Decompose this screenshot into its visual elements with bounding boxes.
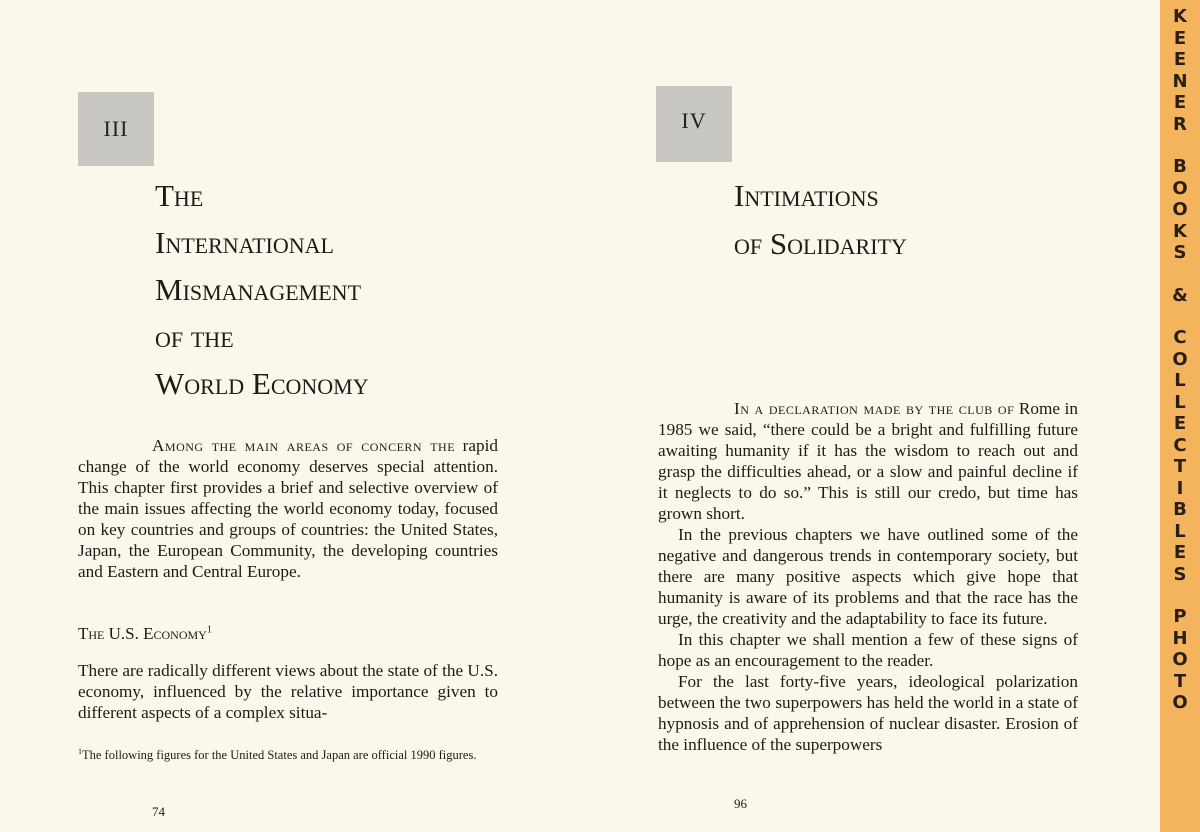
chapter-title-line: World Economy: [155, 366, 369, 401]
footnote-reference: 1: [206, 624, 212, 636]
section-heading-text: The U.S. Economy: [78, 624, 207, 643]
watermark-letter: I: [1176, 477, 1184, 499]
watermark-letter: E: [1173, 413, 1187, 434]
intro-text: Rome in 1985 we said, “there could be a bright and fulfilling future awaiting humanity if it has the wisdom to reach out and grasp the difficulties ahead, or a slow and painful decline if it neglects to do so.” This is still our credo, but time has grown short.: [658, 399, 1078, 523]
watermark-letter: L: [1174, 391, 1186, 413]
watermark-letter: B: [1173, 499, 1187, 520]
chapter-title-line: International: [155, 225, 334, 260]
watermark-word: [1172, 285, 1188, 307]
watermark-letter: L: [1174, 370, 1186, 391]
chapter-number-box: [656, 86, 732, 162]
watermark-letter: L: [1174, 520, 1186, 542]
footnote-mark: 1: [78, 747, 82, 756]
watermark-letter: O: [1172, 692, 1188, 713]
watermark-letter: E: [1173, 49, 1187, 70]
watermark-letter: E: [1173, 27, 1187, 49]
watermark-letter: T: [1173, 456, 1187, 477]
body-text: [658, 398, 1078, 755]
chapter-title-line: of Solidarity: [734, 226, 907, 261]
body-paragraph: In this chapter we shall mention a few of these signs of hope as an encouragement to the reader.: [658, 630, 1078, 670]
watermark-word: [1172, 327, 1187, 585]
watermark-letter: E: [1173, 542, 1187, 563]
chapter-title: [155, 172, 369, 407]
watermark-letter: &: [1172, 284, 1188, 306]
footnote: [78, 744, 498, 763]
watermark-letter: K: [1173, 220, 1187, 242]
section-text: There are radically different views about the state of the U.S. economy, influenced by the relative importance given to different aspects of a complex situa-: [78, 661, 498, 722]
intro-lead-caps: Among the main areas of concern the: [152, 436, 456, 455]
watermark-word: [1172, 156, 1187, 264]
watermark-letter: O: [1172, 649, 1188, 670]
chapter-title-line: Intimations: [734, 178, 879, 213]
watermark-letter: E: [1173, 92, 1187, 113]
intro-paragraph: [658, 398, 1078, 524]
watermark-letter: O: [1172, 348, 1188, 370]
watermark-letter: H: [1172, 627, 1188, 649]
chapter-number-box: [78, 92, 154, 166]
chapter-number: III: [103, 116, 129, 141]
chapter-title-line: Mismanagement: [155, 272, 362, 307]
footnote-text: The following figures for the United States and Japan are official 1990 figures.: [82, 748, 477, 763]
page-number: 96: [734, 796, 747, 811]
intro-paragraph: [78, 435, 498, 582]
intro-lead-caps: In a declaration made by the club of: [734, 399, 1015, 418]
body-paragraph: For the last forty-five years, ideological polarization between the two superpowers has held the world in a state of hypnosis and of apprehension of nuclear disaster. Erosion of the influence of the superpowers: [658, 672, 1078, 754]
watermark-letter: C: [1173, 327, 1187, 348]
page-number: 74: [152, 804, 165, 819]
watermark-letter: C: [1173, 434, 1187, 456]
chapter-title-line: The: [155, 178, 204, 213]
right-page: [600, 0, 1160, 832]
section-paragraph: [78, 660, 498, 723]
watermark-letter: K: [1173, 6, 1187, 27]
watermark-letter: P: [1173, 606, 1187, 627]
chapter-title: [734, 172, 907, 268]
watermark-letter: O: [1172, 199, 1188, 220]
body-paragraph: In the previous chapters we have outlined some of the negative and dangerous trends in contemporary society, but there are many positive aspects which give hope that humanity is aware of its problems and that the race has the urge, the creativity and the adaptability to face its future.: [658, 525, 1078, 628]
watermark-word: [1172, 6, 1187, 135]
watermark-letter: N: [1172, 70, 1188, 92]
chapter-title-line: of the: [155, 319, 234, 354]
intro-text: rapid change of the world economy deserves special attention. This chapter first provides a brief and selective overview of the main issues affecting the world economy today, focused on key countries and groups of countries: the United States, Japan, the European Community, the developing countries and Eastern and Central Europe.: [78, 436, 498, 581]
chapter-number: IV: [681, 108, 707, 133]
watermark-strip: [1160, 0, 1200, 832]
watermark-word: [1172, 606, 1187, 714]
watermark-letter: B: [1173, 156, 1187, 177]
watermark-letter: S: [1173, 242, 1187, 263]
watermark-letter: S: [1173, 563, 1187, 585]
watermark-letter: T: [1173, 670, 1187, 692]
watermark-letter: R: [1173, 113, 1187, 135]
watermark-letter: O: [1172, 177, 1188, 199]
section-heading: [78, 624, 212, 644]
